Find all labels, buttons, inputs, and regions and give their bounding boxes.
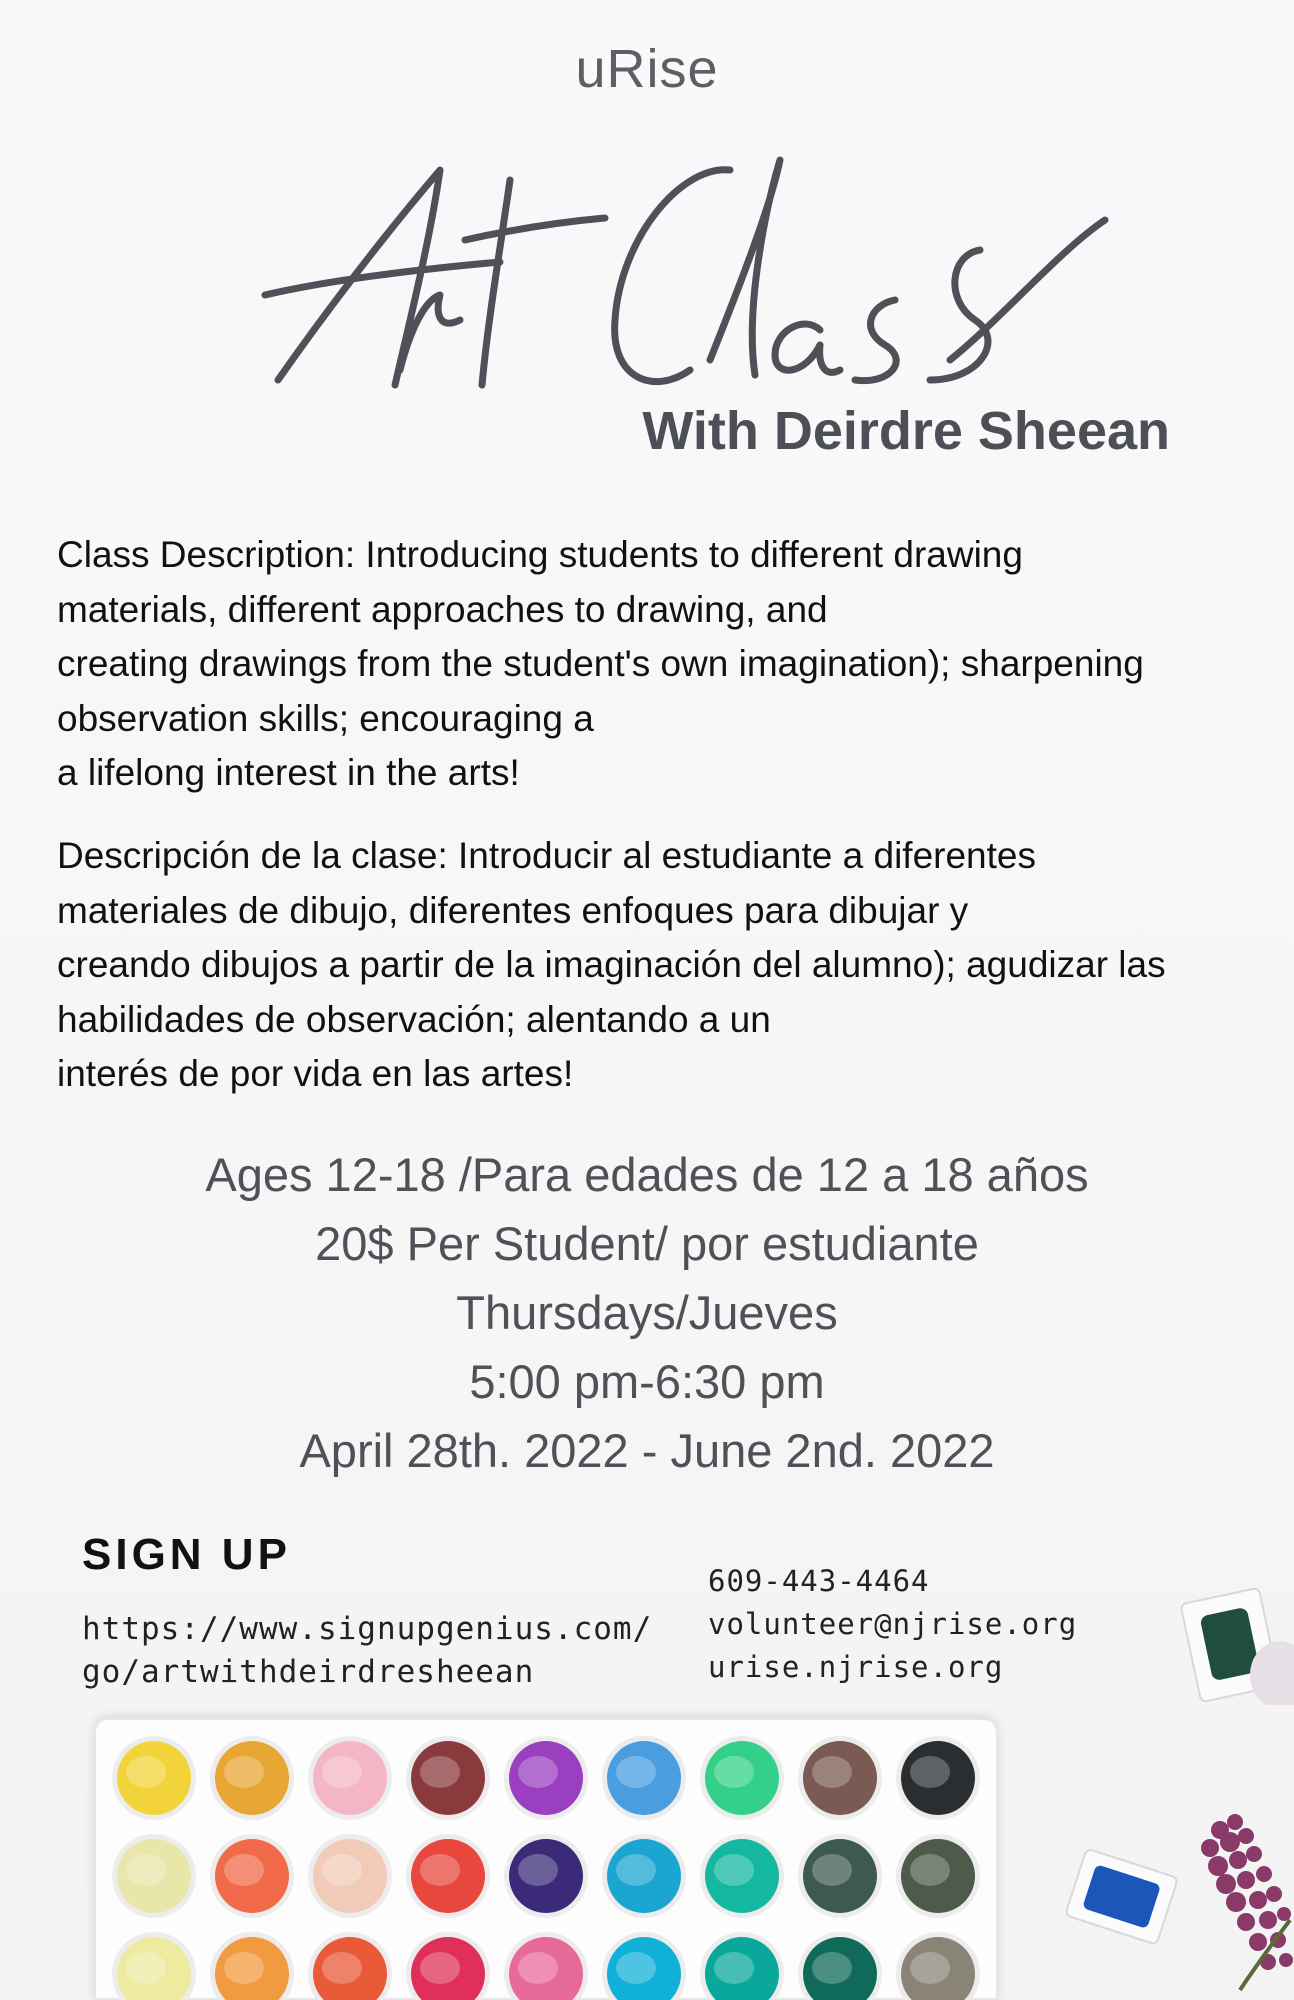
paint-highlight — [420, 1854, 460, 1886]
email-address[interactable]: volunteer@njrise.org — [708, 1607, 1078, 1641]
green-paint-pan-image — [1180, 1585, 1294, 1705]
paint-highlight — [518, 1952, 558, 1984]
description-line: creando dibujos a partir de la imaginación del alumno); agudizar las — [57, 944, 1166, 985]
paint-highlight — [616, 1952, 656, 1984]
instructor-subtitle: With Deirdre Sheean — [642, 401, 1170, 461]
paint-highlight — [518, 1854, 558, 1886]
paint-highlight — [812, 1756, 852, 1788]
signup-url-line[interactable]: https://www.signupgenius.com/ — [82, 1611, 653, 1647]
paint-highlight — [224, 1854, 264, 1886]
paint-highlight — [126, 1952, 166, 1984]
signup-url-line[interactable]: go/artwithdeirdresheean — [82, 1654, 535, 1690]
paint-highlight — [420, 1756, 460, 1788]
paint-highlight — [910, 1952, 950, 1984]
signup-link[interactable] — [82, 1608, 652, 1694]
description-line: habilidades de observación; alentando a un — [57, 998, 771, 1040]
art-class-script-title — [260, 130, 1120, 420]
paint-highlight — [322, 1854, 362, 1886]
paint-highlight — [126, 1756, 166, 1788]
class-description-english — [57, 528, 1267, 801]
brand-name: uRise — [575, 39, 719, 99]
paint-wells — [94, 1718, 998, 2000]
description-line: creating drawings from the student's own imagination); sharpening — [57, 643, 1144, 684]
description-line: Class Description: Introducing students to different drawing — [57, 534, 1023, 575]
paint-highlight — [126, 1854, 166, 1886]
contact-info — [708, 1560, 1077, 1689]
paint-highlight — [224, 1952, 264, 1984]
class-details — [0, 1140, 1294, 1485]
website-link[interactable]: urise.njrise.org — [708, 1650, 1004, 1684]
watercolor-palette-image — [94, 1718, 998, 2000]
paint-highlight — [910, 1756, 950, 1788]
paint-highlight — [910, 1854, 950, 1886]
paint-highlight — [322, 1952, 362, 1984]
paint-highlight — [224, 1756, 264, 1788]
phone-number[interactable]: 609-443-4464 — [708, 1564, 930, 1598]
class-description-spanish — [57, 829, 1267, 1102]
ages-text: Ages 12-18 /Para edades de 12 a 18 años — [205, 1148, 1089, 1201]
paint-highlight — [812, 1952, 852, 1984]
paint-highlight — [812, 1854, 852, 1886]
paint-highlight — [616, 1756, 656, 1788]
price-text: 20$ Per Student/ por estudiante — [315, 1217, 979, 1270]
description-line: materiales de dibujo, diferentes enfoques para dibujar y — [57, 889, 969, 931]
description-line: Descripción de la clase: Introducir al estudiante a diferentes — [57, 835, 1036, 876]
description-line: materials, different approaches to drawing, and — [57, 588, 828, 630]
paint-highlight — [714, 1854, 754, 1886]
paint-highlight — [420, 1952, 460, 1984]
paint-highlight — [714, 1952, 754, 1984]
day-text: Thursdays/Jueves — [456, 1286, 838, 1339]
description-line: a lifelong interest in the arts! — [57, 752, 520, 793]
description-line: interés de por vida en las artes! — [57, 1053, 574, 1094]
paint-highlight — [616, 1854, 656, 1886]
paint-highlight — [714, 1756, 754, 1788]
dates-text: April 28th. 2022 - June 2nd. 2022 — [299, 1424, 995, 1477]
paint-highlight — [322, 1756, 362, 1788]
blue-paint-pan-image — [1060, 1845, 1180, 1955]
time-text: 5:00 pm-6:30 pm — [469, 1355, 825, 1408]
description-line: observation skills; encouraging a — [57, 697, 594, 739]
paint-highlight — [518, 1756, 558, 1788]
signup-heading: SIGN UP — [82, 1530, 291, 1579]
lilac-flower-image — [1180, 1800, 1294, 2000]
